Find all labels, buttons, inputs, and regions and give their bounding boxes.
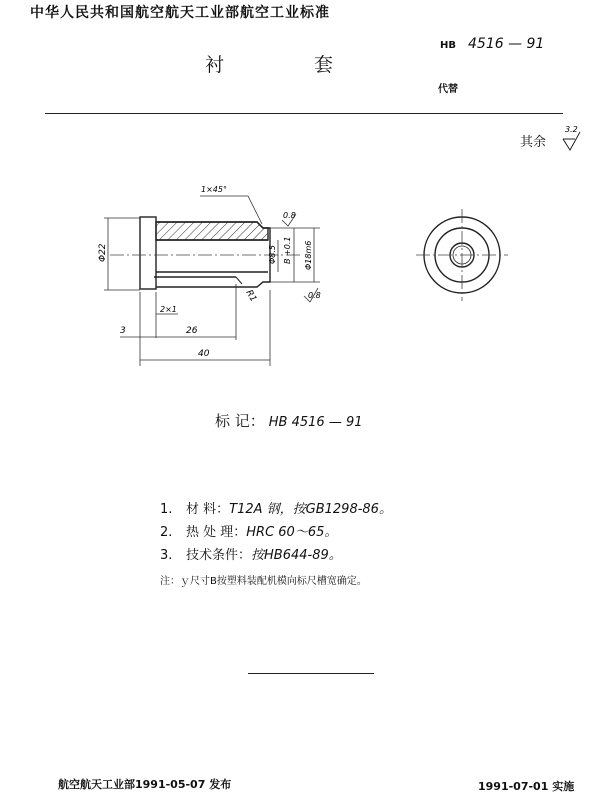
- replaces-label: 代替: [438, 84, 458, 95]
- requirement-number: 1.: [160, 502, 173, 517]
- roughness-top-label: 0.8: [283, 211, 296, 220]
- bushing-section-view: [140, 217, 270, 289]
- groove-label: 2×1: [160, 305, 177, 314]
- requirement-label: 材 料：: [186, 502, 230, 517]
- roughness-value: 3.2: [565, 125, 578, 134]
- requirement-value: 按HB644-89。: [251, 548, 342, 563]
- requirement-label: 技术条件：: [186, 548, 252, 563]
- issuing-organization: 中华人民共和国航空航天工业部航空工业标准: [30, 5, 330, 21]
- dim-flange-diameter: Φ22: [98, 243, 108, 262]
- standard-prefix: HB: [440, 40, 456, 51]
- requirement-number: 3.: [160, 548, 173, 563]
- issue-date: 航空航天工业部1991-05-07 发布: [58, 778, 232, 791]
- effective-date: 1991-07-01 实施: [478, 780, 575, 793]
- dim-bore-diameter: Φ8.5: [268, 244, 277, 264]
- document-title: 衬 套: [205, 54, 376, 76]
- dim-body-length: 26: [186, 326, 198, 336]
- end-view-centerlines: [416, 209, 508, 301]
- requirement-value: HRC 60～65。: [246, 525, 338, 540]
- roughness-bottom-label: 0.8: [308, 291, 321, 300]
- requirement-heat-treatment: [160, 521, 337, 540]
- requirement-number: 2.: [160, 525, 173, 540]
- dim-b: B +0.1: [283, 236, 292, 264]
- footnote: 注：ｙ尺寸B按塑料装配机模向标尺槽宽确定。: [160, 576, 367, 587]
- end-rule: [248, 673, 374, 674]
- general-roughness-label: 其余: [520, 135, 547, 150]
- requirement-technical-conditions: [160, 544, 342, 563]
- requirement-material: [160, 498, 392, 517]
- chamfer-label: 1×45°: [201, 185, 227, 194]
- dim-flange-length: 3: [120, 326, 126, 336]
- marking-label: 标 记：: [215, 412, 265, 430]
- dim-shaft-diameter: Φ18m6: [304, 240, 313, 270]
- marking-line: [215, 410, 363, 431]
- marking-value: HB 4516 — 91: [268, 415, 363, 430]
- requirement-value: T12A 钢，按GB1298-86。: [229, 502, 392, 517]
- requirement-label: 热 处 理：: [186, 525, 247, 540]
- standard-number: 4516 — 91: [468, 36, 545, 52]
- dim-total-length: 40: [198, 349, 210, 359]
- roughness-symbol: [563, 132, 580, 150]
- radius-label: R1: [243, 288, 259, 304]
